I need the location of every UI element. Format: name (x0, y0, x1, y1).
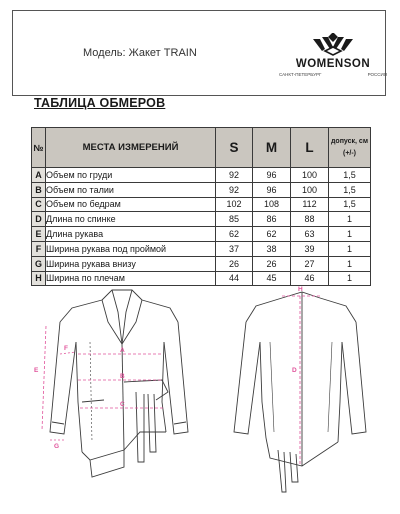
front-label-b: B (120, 373, 125, 380)
table-row (32, 256, 371, 271)
row-size-l: 46 (291, 271, 329, 286)
header-place: МЕСТА ИЗМЕРЕНИЙ (46, 128, 216, 168)
row-tolerance: 1 (329, 256, 371, 271)
row-tolerance: 1 (329, 212, 371, 227)
front-label-c: C (120, 401, 125, 408)
table-row (32, 212, 371, 227)
front-measure-lines (42, 326, 164, 440)
table-row (32, 227, 371, 242)
row-size-l: 100 (291, 168, 329, 183)
model-title: Модель: Жакет TRAIN (83, 47, 197, 59)
header-size-s: S (216, 128, 253, 168)
row-size-l: 100 (291, 182, 329, 197)
header-num: № (32, 128, 46, 168)
front-label-e: E (34, 367, 39, 374)
row-size-m: 86 (253, 212, 291, 227)
row-size-s: 44 (216, 271, 253, 286)
table-row (32, 182, 371, 197)
row-size-m: 26 (253, 256, 291, 271)
header-box (12, 10, 386, 96)
row-letter: B (32, 182, 46, 197)
row-name: Объем по бедрам (46, 197, 216, 212)
front-label-a: A (120, 347, 125, 354)
table-row (32, 197, 371, 212)
row-size-l: 112 (291, 197, 329, 212)
table-title: ТАБЛИЦА ОБМЕРОВ (34, 96, 166, 110)
brand-logo (277, 33, 389, 93)
row-size-l: 27 (291, 256, 329, 271)
row-size-s: 62 (216, 227, 253, 242)
row-letter: D (32, 212, 46, 227)
row-size-l: 39 (291, 241, 329, 256)
header-size-l: L (291, 128, 329, 168)
table-row (32, 168, 371, 183)
back-measure-lines (282, 296, 320, 464)
row-tolerance: 1 (329, 241, 371, 256)
row-size-s: 26 (216, 256, 253, 271)
front-label-g: G (54, 443, 60, 450)
row-size-m: 108 (253, 197, 291, 212)
brand-city: САНКТ-ПЕТЕРБУРГ (279, 72, 322, 77)
row-tolerance: 1,5 (329, 168, 371, 183)
row-letter: H (32, 271, 46, 286)
front-jacket-drawing (50, 290, 188, 477)
brand-country: РОССИЯ (367, 72, 387, 77)
row-size-l: 88 (291, 212, 329, 227)
row-size-m: 45 (253, 271, 291, 286)
row-size-m: 96 (253, 168, 291, 183)
row-name: Ширина по плечам (46, 271, 216, 286)
row-letter: A (32, 168, 46, 183)
row-tolerance: 1,5 (329, 182, 371, 197)
header-tolerance: допуск, см (+/-) (329, 128, 371, 168)
header-size-m: M (253, 128, 291, 168)
row-size-m: 38 (253, 241, 291, 256)
row-letter: F (32, 241, 46, 256)
row-tolerance: 1 (329, 227, 371, 242)
row-tolerance: 1,5 (329, 197, 371, 212)
row-size-s: 92 (216, 168, 253, 183)
row-tolerance: 1 (329, 271, 371, 286)
row-letter: C (32, 197, 46, 212)
row-size-s: 37 (216, 241, 253, 256)
brand-name: WOMENSON (295, 58, 371, 70)
table-header-row (32, 128, 371, 168)
measurement-table (31, 127, 371, 286)
row-letter: G (32, 256, 46, 271)
back-label-h: H (298, 286, 303, 293)
womenson-crown-icon (310, 33, 356, 57)
row-size-s: 92 (216, 182, 253, 197)
row-name: Объем по талии (46, 182, 216, 197)
row-name: Ширина рукава внизу (46, 256, 216, 271)
row-size-s: 85 (216, 212, 253, 227)
row-name: Ширина рукава под проймой (46, 241, 216, 256)
row-size-m: 96 (253, 182, 291, 197)
front-label-f: F (64, 345, 68, 352)
table-row (32, 241, 371, 256)
row-name: Объем по груди (46, 168, 216, 183)
row-size-s: 102 (216, 197, 253, 212)
row-name: Длина рукава (46, 227, 216, 242)
row-letter: E (32, 227, 46, 242)
back-label-d: D (292, 367, 297, 374)
row-name: Длина по спинке (46, 212, 216, 227)
garment-diagram (20, 282, 382, 512)
row-size-m: 62 (253, 227, 291, 242)
row-size-l: 63 (291, 227, 329, 242)
brand-subline (277, 72, 389, 77)
